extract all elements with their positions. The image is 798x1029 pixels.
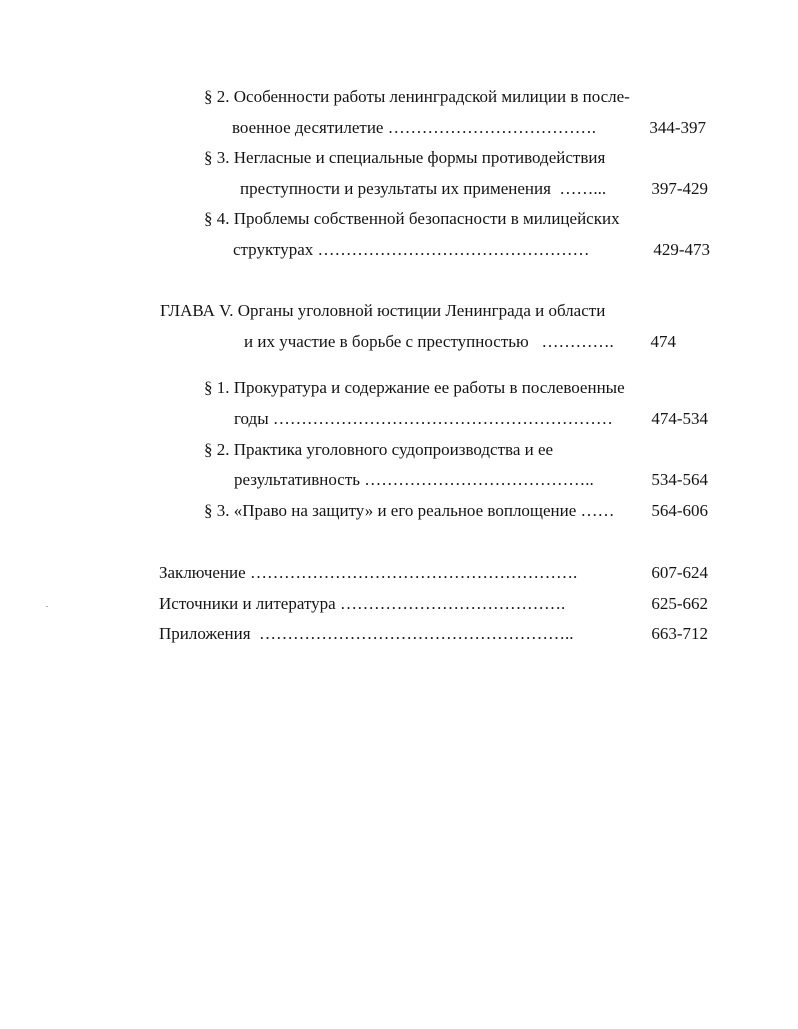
toc-conclusion: Заключение …………………………………………………. xyxy=(159,563,578,582)
toc-chapter5-title-line2: и их участие в борьбе с преступностью …………. xyxy=(244,332,614,351)
toc-page-ch5-s2: 534-564 xyxy=(651,470,708,489)
toc-entry-ch4-s3-line1: § 3. Негласные и специальные формы противодействия xyxy=(204,148,606,167)
toc-page-conclusion: 607-624 xyxy=(651,563,708,582)
toc-page-ch4-s2: 344-397 xyxy=(649,118,706,137)
toc-page-sources: 625-662 xyxy=(651,594,708,613)
toc-entry-ch5-s2-line1: § 2. Практика уголовного судопроизводства и ее xyxy=(204,440,554,459)
toc-entry-ch4-s3-line2: преступности и результаты их применения ……... xyxy=(240,179,607,198)
scan-speck xyxy=(46,606,48,607)
toc-entry-ch5-s1-line2: годы …………………………………………………… xyxy=(234,409,613,428)
toc-page-appendices: 663-712 xyxy=(651,624,708,643)
toc-entry-ch5-s1-line1: § 1. Прокуратура и содержание ее работы в послевоенные xyxy=(204,378,625,397)
toc-chapter5-title-line1: ГЛАВА V. Органы уголовной юстиции Ленинграда и области xyxy=(160,301,606,320)
toc-entry-ch4-s4-line2: структурах ………………………………………… xyxy=(233,240,590,259)
toc-page-ch5-s3: 564-606 xyxy=(651,501,708,520)
toc-entry-ch5-s3: § 3. «Право на защиту» и его реальное воплощение …… xyxy=(204,501,615,520)
toc-sources: Источники и литература …………………………………. xyxy=(159,594,566,613)
toc-page-ch4-s3: 397-429 xyxy=(651,179,708,198)
toc-appendices: Приложения ……………………………………………….. xyxy=(159,624,574,643)
toc-entry-ch4-s2-line2: военное десятилетие ………………………………. xyxy=(232,118,596,137)
toc-entry-ch5-s2-line2: результативность ………………………………….. xyxy=(234,470,594,489)
toc-page-ch5-s1: 474-534 xyxy=(651,409,708,428)
toc-entry-ch4-s4-line1: § 4. Проблемы собственной безопасности в милицейских xyxy=(204,209,620,228)
toc-page-ch4-s4: 429-473 xyxy=(653,240,710,259)
toc-entry-ch4-s2-line1: § 2. Особенности работы ленинградской милиции в после- xyxy=(204,87,630,106)
toc-page-chapter5: 474 xyxy=(650,332,676,351)
